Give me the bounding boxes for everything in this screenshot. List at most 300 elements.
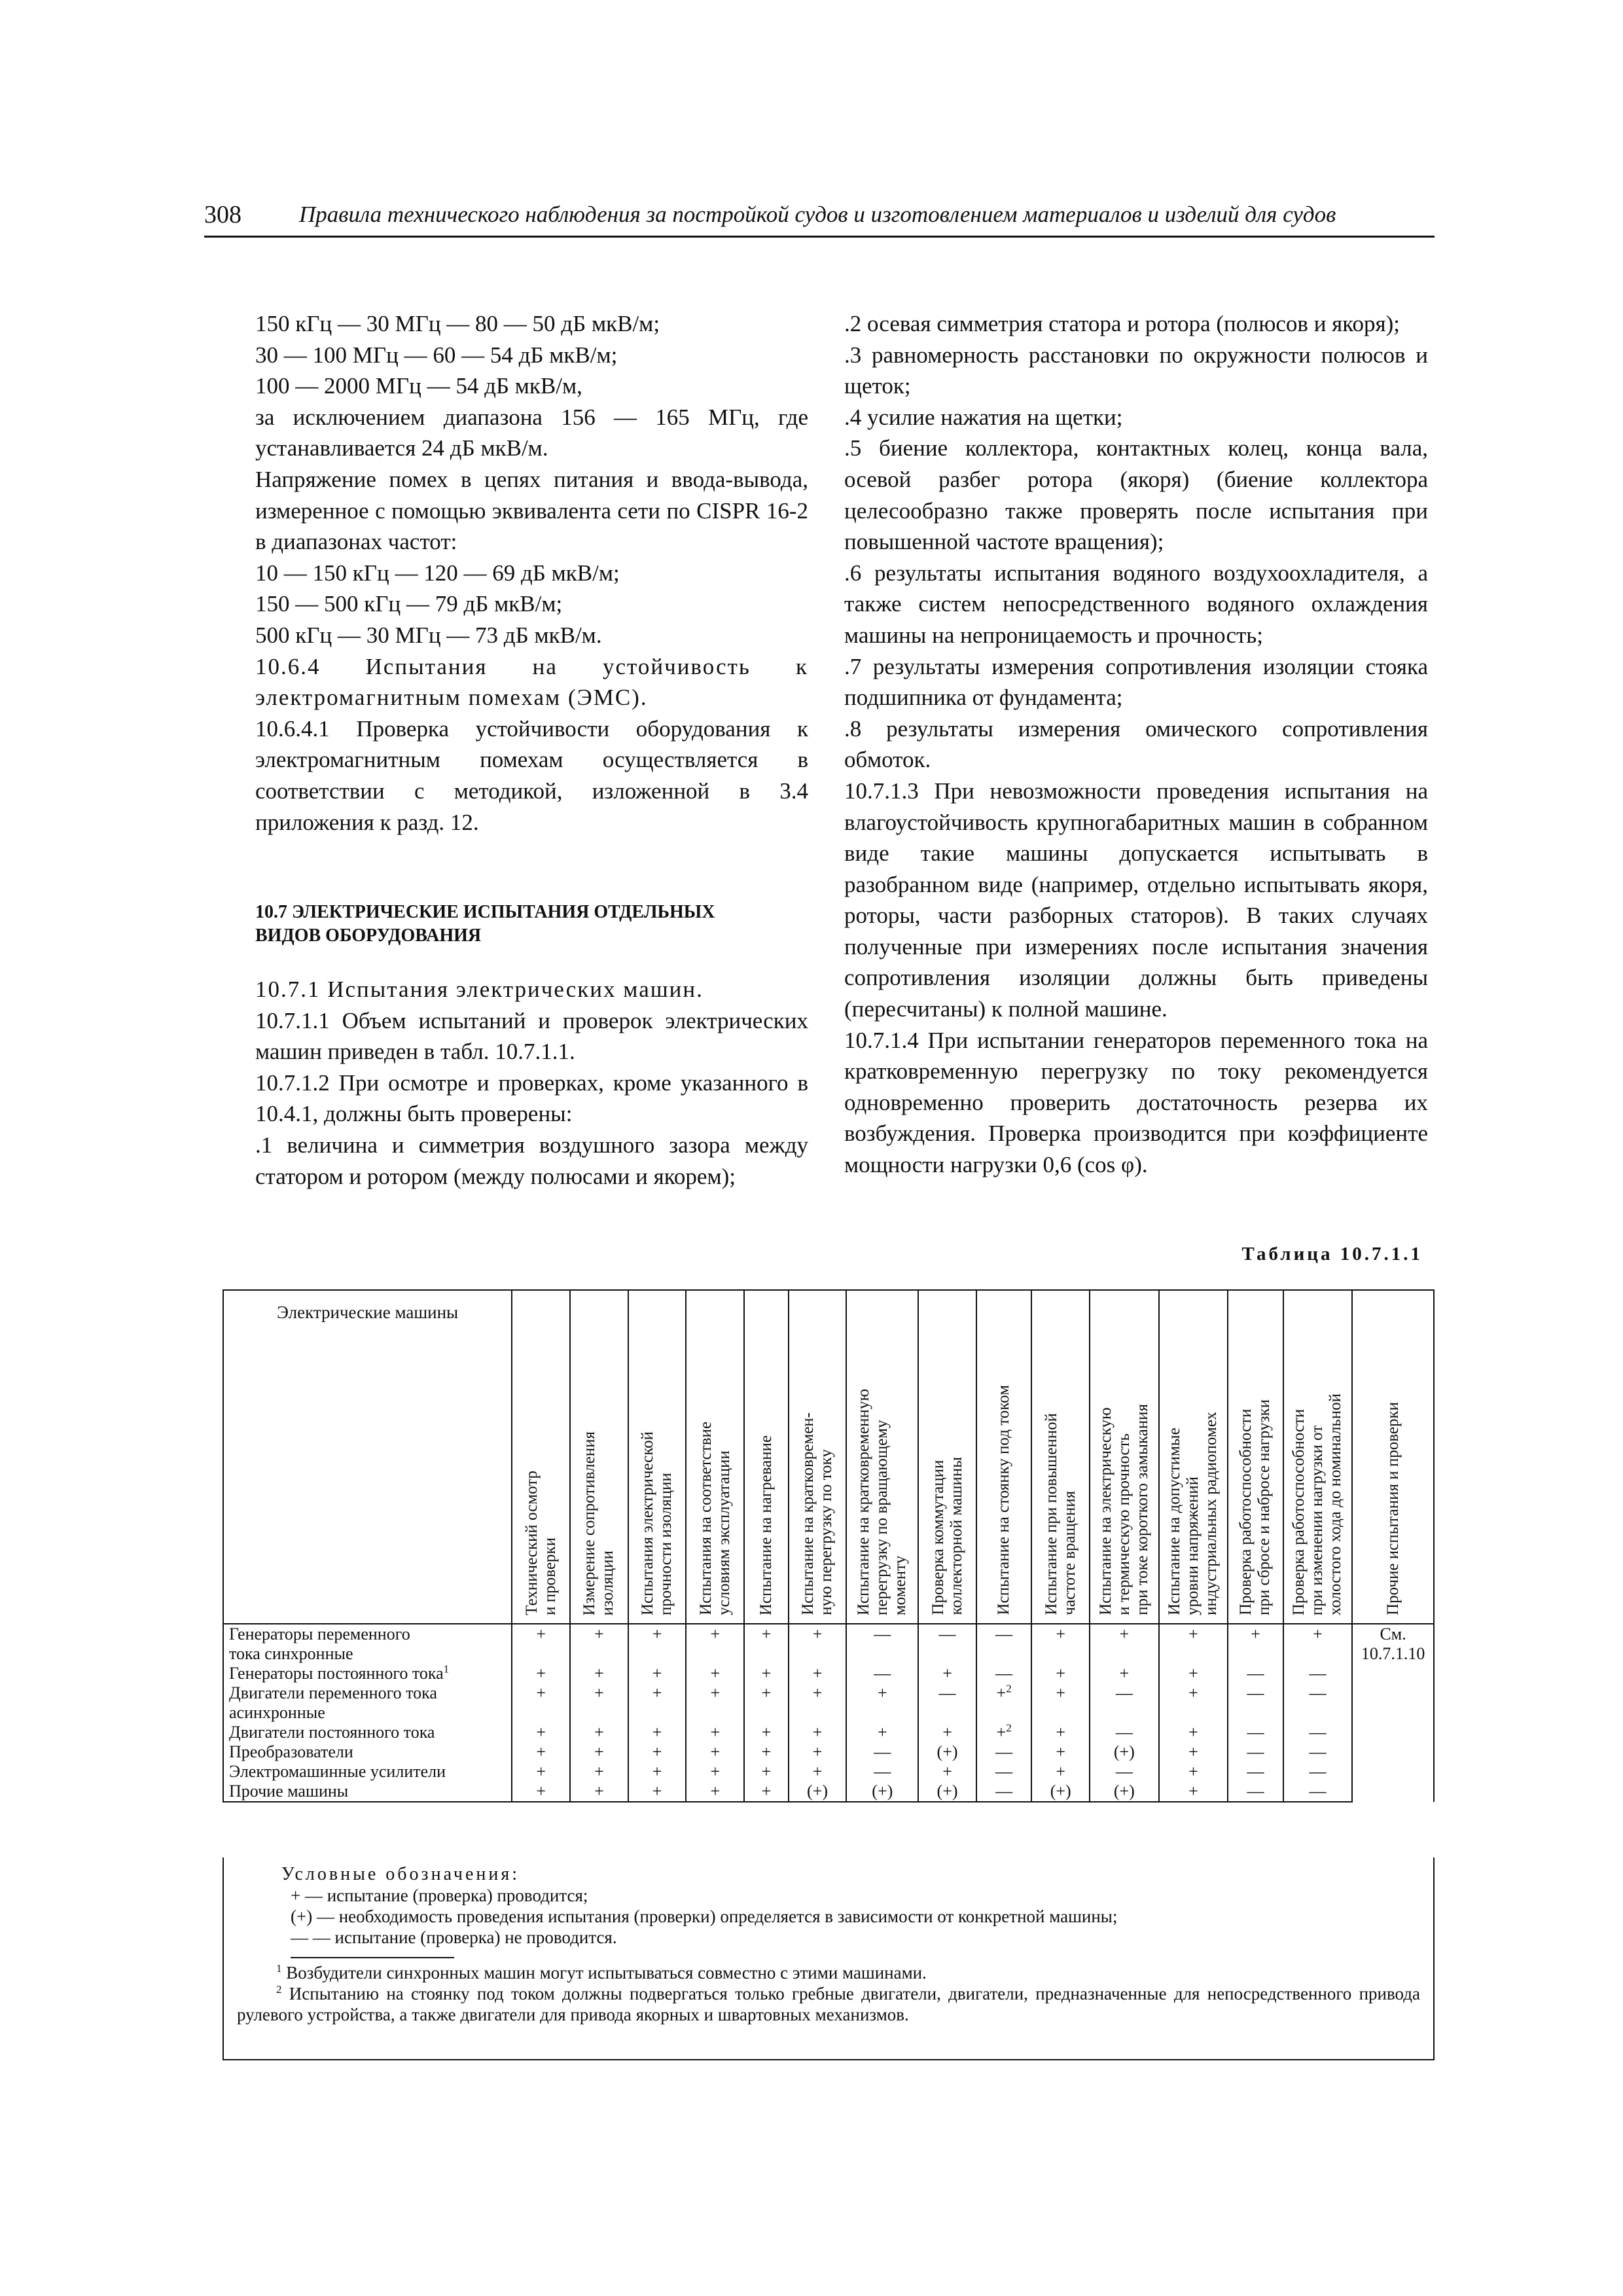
cell-value: +	[812, 1742, 823, 1761]
table-cell	[1090, 1624, 1159, 1664]
cell-value: —	[995, 1762, 1013, 1781]
cell-value: +	[652, 1782, 662, 1801]
table-cell	[918, 1664, 976, 1683]
table-cell	[976, 1723, 1031, 1742]
machine-name-line: Двигатели постоянного тока	[229, 1723, 435, 1742]
right-column	[844, 308, 1428, 1181]
cell-value: +	[942, 1762, 952, 1781]
cell-value: —	[995, 1624, 1013, 1643]
table-cell	[1159, 1762, 1228, 1782]
table-cell	[1031, 1723, 1090, 1742]
table-cell	[918, 1723, 976, 1742]
table-notes	[223, 1857, 1435, 2060]
machine-name	[223, 1683, 512, 1723]
cell-value: +	[594, 1723, 604, 1742]
column-header-line: прочности изоляции	[657, 1473, 675, 1615]
table-cell	[1031, 1683, 1090, 1723]
cell-value: +	[761, 1742, 772, 1761]
cell-value: +	[1056, 1742, 1066, 1761]
column-header-line: Прочие испытания и проверки	[1383, 1402, 1402, 1615]
cell-value: (+)	[1113, 1782, 1135, 1801]
column-header-line: Измерение сопротивления	[580, 1431, 599, 1615]
table-cell	[1228, 1723, 1283, 1742]
table-cell	[976, 1664, 1031, 1683]
column-header-line: Испытание на кратковремен-	[799, 1412, 817, 1615]
column-header-text	[799, 1406, 836, 1623]
table-cell	[686, 1624, 744, 1664]
column-header-line: и проверки	[541, 1537, 559, 1615]
cell-value: —	[938, 1683, 956, 1702]
table-cell	[1090, 1742, 1159, 1762]
cell-value: +	[652, 1723, 662, 1742]
table-column-header	[789, 1290, 847, 1624]
column-header-line: Испытание на стоянку под током	[995, 1385, 1013, 1615]
table-cell	[512, 1683, 570, 1723]
table-column-header	[1352, 1290, 1434, 1624]
cell-value: —	[874, 1762, 891, 1781]
table-cell	[1283, 1683, 1353, 1723]
cell-value: —	[874, 1742, 891, 1761]
table-column-header	[686, 1290, 744, 1624]
table-cell	[1090, 1782, 1159, 1802]
column-header-text	[697, 1415, 734, 1623]
table-cell	[1031, 1742, 1090, 1762]
table-cell	[628, 1664, 687, 1683]
table-cell	[744, 1762, 789, 1782]
cell-value: +	[996, 1683, 1007, 1702]
cell-value: —	[1309, 1683, 1327, 1702]
column-header-line: моменту	[891, 1555, 910, 1615]
cell-value: +	[536, 1624, 546, 1643]
column-header-line: Испытания на соответствие	[696, 1422, 715, 1615]
table-cell	[1159, 1723, 1228, 1742]
table-cell	[628, 1683, 687, 1723]
cell-value: +	[652, 1624, 662, 1643]
table-cell	[1159, 1624, 1228, 1664]
cell-value: +	[652, 1683, 662, 1702]
machine-name-line: Генераторы переменного	[229, 1624, 410, 1643]
cell-value: +	[761, 1762, 772, 1781]
table-column-header	[1031, 1290, 1090, 1624]
column-header-line: перегрузку по вращающему	[873, 1420, 891, 1615]
cell-value: +	[594, 1782, 604, 1801]
column-header-text	[1290, 1387, 1345, 1623]
table-column-header	[570, 1290, 628, 1624]
table-cell	[570, 1723, 628, 1742]
cell-value: +	[1056, 1683, 1066, 1702]
cell-value: +	[1119, 1664, 1130, 1683]
table-cell	[628, 1782, 687, 1802]
table-cell	[744, 1664, 789, 1683]
paragraph: .3 равномерность расстановки по окружности полюсов и щеток;	[844, 342, 1428, 399]
machine-name-line: тока синхронные	[229, 1644, 353, 1663]
cell-value: +	[710, 1624, 721, 1643]
section-title: 10.7 ЭЛЕКТРИЧЕСКИЕ ИСПЫТАНИЯ ОТДЕЛЬНЫХ	[255, 902, 715, 923]
cell-value: +	[761, 1683, 772, 1702]
paragraph: 10.7.1.3 При невозможности проведения испытания на влагоустойчивость крупногабаритных машин в собранном виде такие машины допускается испытывать в разобранном виде (например, отдельно испытывать якоря, роторы, части разборных статоров). В таких случаях полученные при измерениях после испытания значения сопротивления изоляции должны быть приведены (пересчитаны) к полной машине.	[844, 778, 1428, 1022]
column-header-line: изоляции	[599, 1550, 617, 1615]
table-cell	[512, 1742, 570, 1762]
table-cell	[628, 1742, 687, 1762]
paragraph: 10.6.4 Испытания на устойчивость к электромагнитным помехам (ЭМС).	[255, 653, 808, 711]
column-header-text	[757, 1429, 776, 1623]
table-cell	[686, 1742, 744, 1762]
footnote-2	[237, 1983, 1420, 2025]
table-cell	[1031, 1762, 1090, 1782]
paragraph: 10.7.1.2 При осмотре и проверках, кроме указанного в 10.4.1, должны быть проверены:	[255, 1069, 808, 1127]
paragraph: .1 величина и симметрия воздушного зазора между статором и ротором (между полюсами и якорем);	[255, 1132, 808, 1189]
table-cell	[976, 1742, 1031, 1762]
table-cell	[1283, 1624, 1353, 1664]
column-header-line: Испытание на электрическую	[1096, 1407, 1115, 1615]
column-header-text	[855, 1382, 910, 1623]
footnote-ref: 1	[443, 1662, 450, 1676]
cell-value: +	[877, 1683, 887, 1702]
machine-name-line: асинхронные	[229, 1703, 325, 1722]
table-cell	[918, 1683, 976, 1723]
table-cell	[744, 1782, 789, 1802]
table-row	[223, 1683, 1434, 1723]
table-cell	[512, 1664, 570, 1683]
cell-value: —	[995, 1782, 1013, 1801]
table-cell	[789, 1742, 847, 1762]
column-header-text	[1384, 1395, 1402, 1623]
column-header-text	[1043, 1407, 1079, 1623]
cell-value: (+)	[1050, 1782, 1071, 1801]
table-cell	[570, 1683, 628, 1723]
table-cell	[1159, 1683, 1228, 1723]
table-cell	[976, 1782, 1031, 1802]
table-cell	[1031, 1624, 1090, 1664]
table-column-header	[1283, 1290, 1353, 1624]
table-cell	[686, 1683, 744, 1723]
table-cell	[1228, 1782, 1283, 1802]
cell-value: +	[536, 1742, 546, 1761]
section-title: ВИДОВ ОБОРУДОВАНИЯ	[255, 925, 482, 946]
paragraph: 100 — 2000 МГц — 54 дБ мкВ/м,	[255, 373, 582, 399]
footnote-ref: 2	[1006, 1721, 1012, 1734]
other-tests-ref: 10.7.1.10	[1361, 1644, 1425, 1663]
paragraph: .5 биение коллектора, контактных колец, конца вала, осевой разбег ротора (якоря) (биение коллектора целесообразно также проверять после испытания при повышенной частоте вращения);	[844, 435, 1428, 555]
cell-value: —	[1115, 1723, 1133, 1742]
cell-value: +	[710, 1782, 721, 1801]
running-title: Правила технического наблюдения за постройкой судов и изготовлением материалов и изделий для судов	[299, 202, 1336, 227]
column-header-line: и термическую прочность	[1115, 1433, 1133, 1615]
column-header-line: Проверка коммутации	[929, 1460, 947, 1615]
table-cell	[846, 1723, 918, 1742]
table-cell	[789, 1762, 847, 1782]
paragraph: .4 усилие нажатия на щетки;	[844, 404, 1123, 430]
column-header-line: частоте вращения	[1060, 1491, 1079, 1615]
column-header-line: ную перегрузку по току	[817, 1449, 836, 1615]
legend-item: (+) — необходимость проведения испытания (проверки) определяется в зависимости от конкретной машины;	[291, 1907, 1118, 1926]
cell-value: +	[1313, 1624, 1323, 1643]
column-header-text	[580, 1425, 617, 1623]
table-row	[223, 1723, 1434, 1742]
cell-value: +	[710, 1762, 721, 1781]
table-column-header	[918, 1290, 976, 1624]
cell-value: +	[652, 1742, 662, 1761]
cell-value: —	[995, 1742, 1013, 1761]
cell-value: +	[1056, 1624, 1066, 1643]
table-row	[223, 1624, 1434, 1664]
cell-value: +	[877, 1723, 887, 1742]
cell-value: +	[1188, 1762, 1198, 1781]
cell-value: (+)	[936, 1782, 958, 1801]
cell-value: —	[874, 1664, 891, 1683]
cell-value: —	[1115, 1683, 1133, 1702]
machine-name	[223, 1782, 512, 1802]
table-cell	[1090, 1723, 1159, 1742]
table-cell	[846, 1664, 918, 1683]
cell-value: (+)	[936, 1742, 958, 1761]
cell-value: —	[1247, 1723, 1264, 1742]
machine-name	[223, 1742, 512, 1762]
cell-value: —	[1247, 1762, 1264, 1781]
cell-value: —	[1309, 1762, 1327, 1781]
table-cell	[570, 1742, 628, 1762]
cell-value: +	[710, 1742, 721, 1761]
left-column	[255, 308, 808, 1192]
table-cell	[918, 1742, 976, 1762]
cell-value: +	[1188, 1683, 1198, 1702]
table-cell	[1031, 1782, 1090, 1802]
column-header-text	[523, 1464, 560, 1623]
cell-value: —	[1309, 1664, 1327, 1683]
table-cell	[1283, 1782, 1353, 1802]
cell-value: —	[1309, 1723, 1327, 1742]
table-cell	[570, 1624, 628, 1664]
tests-table	[223, 1289, 1435, 1803]
table-cell	[1283, 1723, 1353, 1742]
cell-value: (+)	[1113, 1742, 1135, 1761]
table-cell	[789, 1723, 847, 1742]
cell-value: —	[995, 1664, 1013, 1683]
table-cell	[846, 1742, 918, 1762]
column-header-line: Проверка работоспособности	[1290, 1408, 1308, 1615]
footnote-rule	[291, 1957, 454, 1958]
cell-value: +	[594, 1664, 604, 1683]
table-caption: Таблица 10.7.1.1	[1241, 1244, 1423, 1265]
cell-value: +	[710, 1723, 721, 1742]
paragraph: .7 результаты измерения сопротивления изоляции стояка подшипника от фундамента;	[844, 653, 1428, 711]
machine-name	[223, 1762, 512, 1782]
table-column-header	[846, 1290, 918, 1624]
paragraph: 10.7.1 Испытания электрических машин.	[255, 977, 704, 1003]
cell-value: +	[761, 1782, 772, 1801]
footnote-text: Испытанию на стоянку под током должны подвергаться только гребные двигатели, двигатели, предназначенные для непосредственного привода рулевого устройства, а также двигатели для привода якорных и швартовных механизмов.	[237, 1984, 1420, 2024]
column-header-line: Испытание при повышенной	[1042, 1413, 1060, 1615]
cell-value: +	[536, 1782, 546, 1801]
cell-value: +	[1188, 1624, 1198, 1643]
column-header-line: Испытание на допустимые	[1166, 1427, 1184, 1615]
paragraph: 30 — 100 МГц — 60 — 54 дБ мкВ/м;	[255, 342, 618, 368]
cell-value: +	[536, 1762, 546, 1781]
table-cell	[1228, 1683, 1283, 1723]
machine-name-line: Двигатели переменного тока	[229, 1683, 437, 1702]
cell-value: —	[1247, 1742, 1264, 1761]
cell-value: —	[1115, 1762, 1133, 1781]
table-column-header	[628, 1290, 687, 1624]
cell-value: +	[710, 1664, 721, 1683]
cell-value: +	[1188, 1723, 1198, 1742]
table-cell	[512, 1762, 570, 1782]
cell-value: +	[812, 1664, 823, 1683]
paragraph: .6 результаты испытания водяного воздухоохладителя, а также систем непосредственного водяного охлаждения машины на непроницаемость и прочность;	[844, 560, 1428, 648]
machine-name-line: Генераторы постоянного тока	[229, 1664, 444, 1683]
other-tests-ref: См.	[1380, 1624, 1406, 1643]
cell-value: +	[812, 1762, 823, 1781]
legend-item: — — испытание (проверка) не проводится.	[291, 1928, 617, 1947]
table-cell	[1228, 1742, 1283, 1762]
table-cell	[1090, 1683, 1159, 1723]
table-row	[223, 1782, 1434, 1802]
table-cell	[512, 1723, 570, 1742]
table-cell	[1283, 1664, 1353, 1683]
cell-value: +	[942, 1664, 952, 1683]
cell-value: +	[652, 1762, 662, 1781]
paragraph: за исключением диапазона 156 — 165 МГц, где устанавливается 24 дБ мкВ/м.	[255, 404, 808, 461]
cell-value: +	[536, 1664, 546, 1683]
paragraph: .2 осевая симметрия статора и ротора (полюсов и якоря);	[844, 311, 1400, 336]
table-cell	[789, 1624, 847, 1664]
table-cell	[512, 1624, 570, 1664]
cell-value: —	[874, 1624, 891, 1643]
table-row	[223, 1664, 1434, 1683]
cell-value: +	[710, 1683, 721, 1702]
table-cell	[686, 1664, 744, 1683]
cell-value: +	[1188, 1664, 1198, 1683]
table-cell	[1159, 1664, 1228, 1683]
machine-name	[223, 1664, 512, 1683]
cell-value: +	[594, 1683, 604, 1702]
cell-value: +	[1188, 1782, 1198, 1801]
table-row	[223, 1742, 1434, 1762]
column-header-line: Испытание на нагревание	[757, 1435, 775, 1615]
table-cell	[918, 1762, 976, 1782]
column-header-line: Проверка работоспособности	[1237, 1408, 1255, 1615]
cell-value: +	[594, 1624, 604, 1643]
paragraph: 150 кГц — 30 МГц — 80 — 50 дБ мкВ/м;	[255, 311, 660, 336]
table-cell	[846, 1782, 918, 1802]
cell-value: +	[1119, 1624, 1130, 1643]
table-cell	[628, 1723, 687, 1742]
table-cell	[744, 1723, 789, 1742]
cell-value: +	[761, 1664, 772, 1683]
cell-value: +	[942, 1723, 952, 1742]
cell-value: (+)	[807, 1782, 829, 1801]
cell-value: +	[1188, 1742, 1198, 1761]
table-column-header	[1159, 1290, 1228, 1624]
cell-value: —	[1247, 1664, 1264, 1683]
paragraph: 10.7.1.1 Объем испытаний и проверок электрических машин приведен в табл. 10.7.1.1.	[255, 1007, 808, 1065]
paragraph: Напряжение помех в цепях питания и ввода-вывода, измеренное с помощью эквивалента сети по CISPR 16-2 в диапазонах частот:	[255, 466, 808, 555]
table-header-machines: Электрические машины	[223, 1290, 512, 1624]
page-number: 308	[204, 201, 241, 228]
table-cell	[1283, 1742, 1353, 1762]
paragraph: 10.7.1.4 При испытании генераторов переменного тока на кратковременную перегрузку по току рекомендуется одновременно проверить достаточность резерва их возбуждения. Проверка производится при коэффициенте мощности нагрузки 0,6 (cos φ).	[844, 1027, 1428, 1178]
table-cell	[1159, 1742, 1228, 1762]
column-header-line: при токе короткого замыкания	[1133, 1404, 1151, 1615]
column-header-text	[639, 1425, 675, 1623]
cell-value: —	[1309, 1782, 1327, 1801]
table-column-header	[1090, 1290, 1159, 1624]
cell-value: +	[812, 1723, 823, 1742]
table-cell	[570, 1664, 628, 1683]
table-cell	[1283, 1762, 1353, 1782]
table-cell	[846, 1683, 918, 1723]
cell-value: +	[761, 1624, 772, 1643]
cell-value: +	[1056, 1723, 1066, 1742]
cell-value: —	[1309, 1742, 1327, 1761]
table-column-header	[744, 1290, 789, 1624]
column-header-line: при сбросе и набросе нагрузки	[1255, 1399, 1274, 1615]
machine-name-line: Электромашинные усилители	[229, 1762, 446, 1781]
column-header-text	[929, 1450, 966, 1623]
cell-value: +	[1251, 1624, 1260, 1643]
legend-item: + — испытание (проверка) проводится;	[291, 1886, 588, 1905]
column-header-line: Технический осмотр	[522, 1471, 541, 1615]
column-header-line: холостого хода до номинальной	[1327, 1393, 1345, 1615]
footnote-1	[237, 1962, 1420, 1983]
table-cell	[918, 1624, 976, 1664]
table-cell	[570, 1762, 628, 1782]
cell-value: +	[594, 1762, 604, 1781]
cell-value: +	[1056, 1664, 1066, 1683]
table-cell	[686, 1723, 744, 1742]
cell-value: (+)	[872, 1782, 893, 1801]
table-cell	[1031, 1664, 1090, 1683]
page-header	[204, 200, 1435, 238]
column-header-line: Испытание на кратковременную	[855, 1388, 873, 1615]
table-cell	[1159, 1782, 1228, 1802]
machine-name	[223, 1723, 512, 1742]
cell-value: +	[812, 1683, 823, 1702]
cell-value: +	[1056, 1762, 1066, 1781]
machine-name	[223, 1624, 512, 1664]
footnote-text: Возбудители синхронных машин могут испытываться совместно с этими машинами.	[286, 1963, 927, 1982]
table-cell	[744, 1683, 789, 1723]
paragraph: 10 — 150 кГц — 120 — 69 дБ мкВ/м;	[255, 560, 620, 586]
table-cell	[744, 1624, 789, 1664]
cell-value: —	[1247, 1782, 1264, 1801]
column-header-line: Испытания электрической	[639, 1431, 657, 1615]
table-cell	[976, 1683, 1031, 1723]
cell-value: +	[761, 1723, 772, 1742]
table-cell	[846, 1624, 918, 1664]
legend-title: Условные обозначения:	[281, 1864, 520, 1884]
column-header-text	[995, 1378, 1013, 1623]
table-cell	[744, 1742, 789, 1762]
table-cell	[789, 1683, 847, 1723]
column-header-line: при изменении нагрузки от	[1308, 1425, 1327, 1615]
machine-name-line: Прочие машины	[229, 1782, 349, 1801]
other-tests-cell	[1352, 1624, 1434, 1802]
cell-value: —	[1247, 1683, 1264, 1702]
cell-value: —	[938, 1624, 956, 1643]
table-cell	[976, 1624, 1031, 1664]
paragraph: .8 результаты измерения омического сопротивления обмоток.	[844, 715, 1428, 773]
paragraph: 150 — 500 кГц — 79 дБ мкВ/м;	[255, 591, 563, 617]
column-header-line: индустриальных радиопомех	[1202, 1412, 1221, 1615]
cell-value: +	[536, 1683, 546, 1702]
cell-value: +	[536, 1723, 546, 1742]
footnote-ref: 2	[1006, 1682, 1012, 1695]
cell-value: +	[812, 1624, 823, 1643]
table-cell	[1228, 1664, 1283, 1683]
column-header-line: уровни напряжений	[1184, 1476, 1202, 1615]
column-header-line: условиям эксплуатации	[715, 1450, 733, 1615]
